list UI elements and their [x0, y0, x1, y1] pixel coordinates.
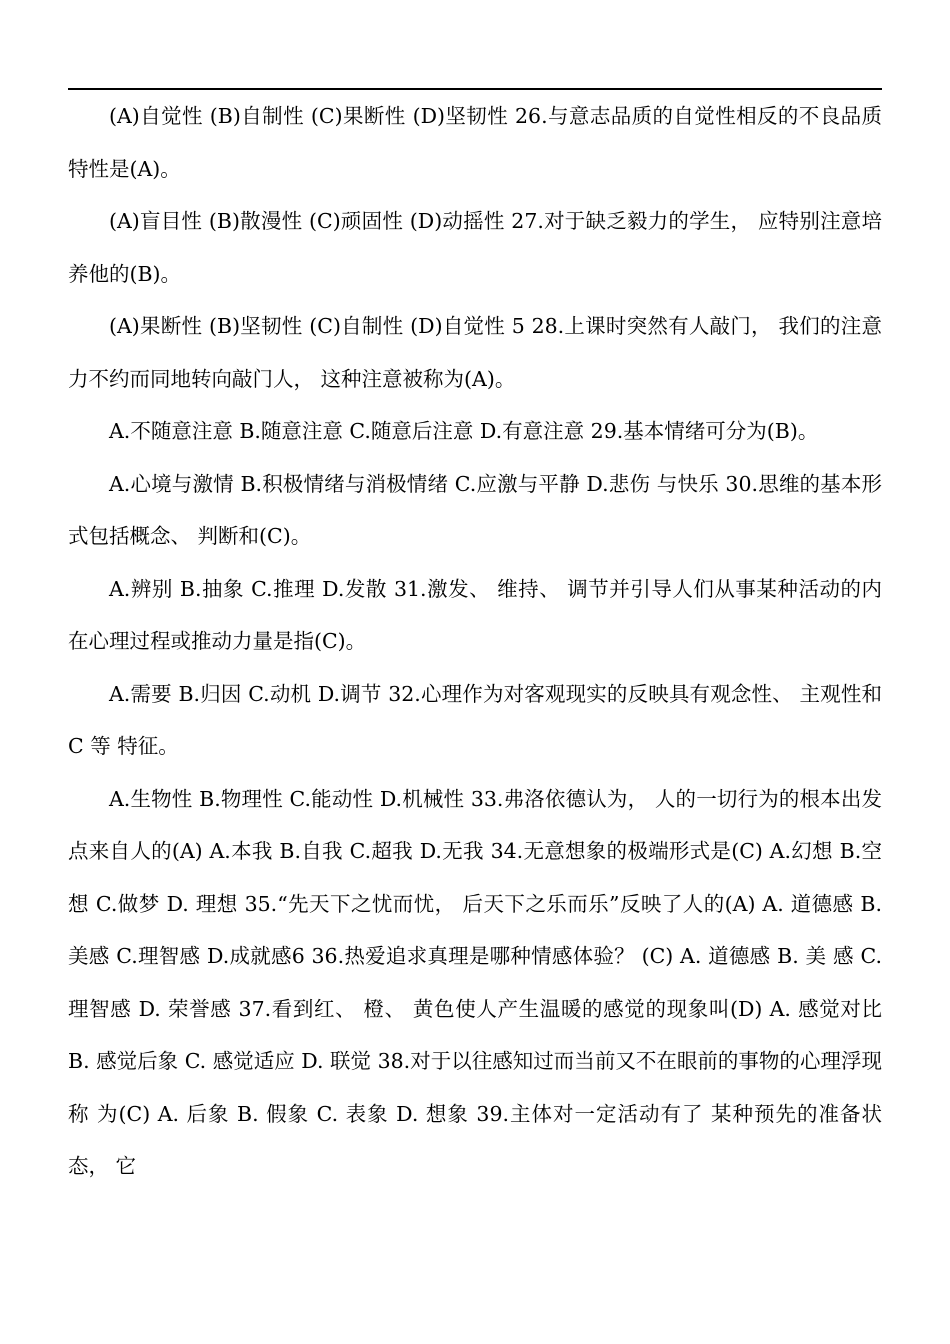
paragraph-1: (A)自觉性 (B)自制性 (C)果断性 (D)坚韧性 26.与意志品质的自觉性相反的不良品质特性是(A)。: [68, 104, 882, 181]
paragraph-5: A.心境与激情 B.积极情绪与消极情绪 C.应激与平静 D.悲伤 与快乐 30.思维的基本形式包括概念、 判断和(C)。: [68, 471, 882, 548]
paragraph-7: A.需要 B.归因 C.动机 D.调节 32.心理作为对客观现实的反映具有观念性、 主观性和 C 等 特征。: [68, 681, 882, 758]
paragraph-8: A.生物性 B.物理性 C.能动性 D.机械性 33.弗洛依德认为， 人的一切行为的根本出发点来自人的(A) A.本我 B.自我 C.超我 D.无我 34.无意想象的极端形式是(C) A.幻想 B.空想 C.做梦 D. 理想 35.“先天下之忧而忧， 后天下之乐而乐”反映了人的(A) A. 道德感 B.美感 C.理智感 D.成就感6 36.热爱追求真理是哪种情感体验？ (C) A. 道德感 B. 美 感 C. 理智感 D. 荣誉感 37.看到红、 橙、 黄色使人产生温暖的感觉的现象叫(D) A. 感觉对比 B. 感觉后象 C. 感觉适应 D. 联觉 38.对于以往感知过而当前又不在眼前的事物的心理浮现称 为(C) A. 后象 B. 假象 C. 表象 D. 想象 39.主体对一定活动有了 某种预先的准备状态， 它: [68, 786, 882, 1178]
paragraph-6: A.辨别 B.抽象 C.推理 D.发散 31.激发、 维持、 调节并引导人们从事某种活动的内在心理过程或推动力量是指(C)。: [68, 576, 882, 653]
document-body: [68, 90, 882, 1193]
paragraph-4: A.不随意注意 B.随意注意 C.随意后注意 D.有意注意 29.基本情绪可分为(B)。: [109, 419, 819, 443]
paragraph-3: (A)果断性 (B)坚韧性 (C)自制性 (D)自觉性 5 28.上课时突然有人敲门， 我们的注意力不约而同地转向敲门人， 这种注意被称为(A)。: [68, 314, 882, 391]
paragraph-2: (A)盲目性 (B)散漫性 (C)顽固性 (D)动摇性 27.对于缺乏毅力的学生， 应特别注意培养他的(B)。: [68, 209, 882, 286]
